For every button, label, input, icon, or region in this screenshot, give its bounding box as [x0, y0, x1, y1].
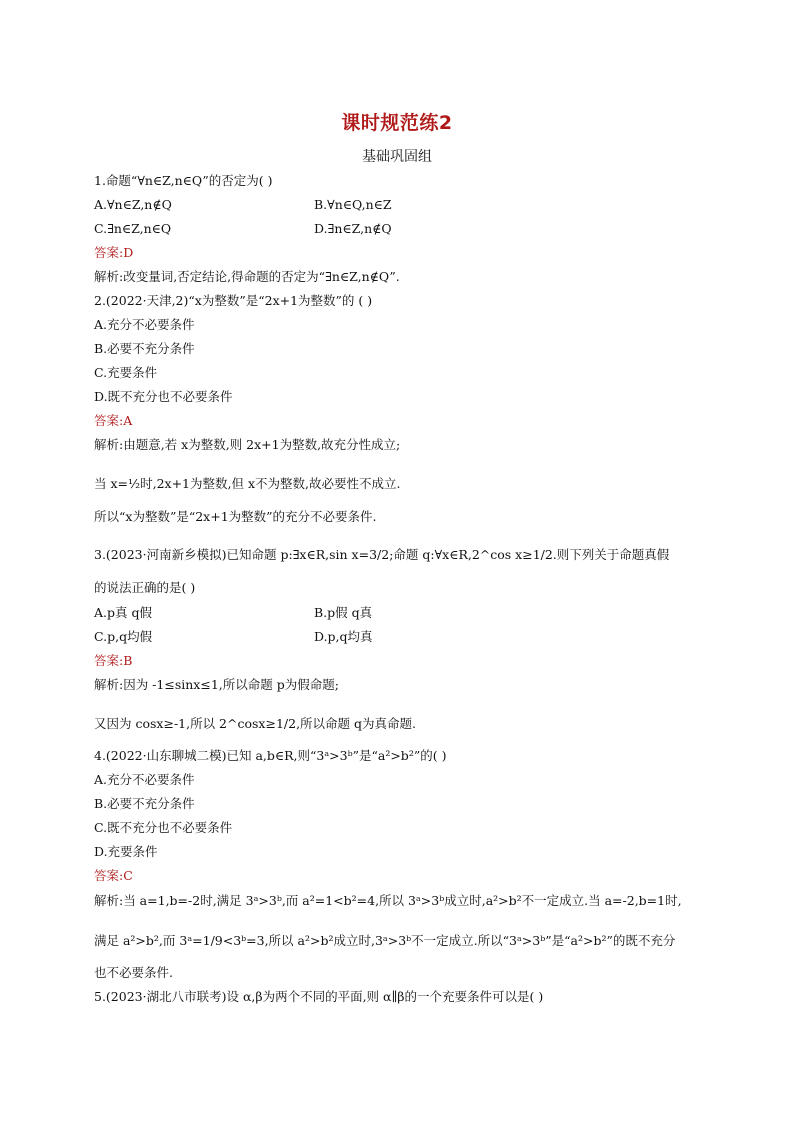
q3-stem-line2: 的说法正确的是( ): [94, 580, 196, 595]
q1-options-row2: [94, 221, 392, 237]
q2-option-c: C.充要条件: [94, 365, 158, 380]
q3-option-a: A.p真 q假: [94, 605, 152, 620]
page-title: 课时规范练2: [341, 112, 453, 134]
q2-stem: 2.(2022·天津,2)“x为整数”是“2x+1为整数”的 ( ): [94, 293, 373, 308]
q1-options-row1: [94, 197, 392, 213]
q2-answer: 答案:A: [94, 413, 133, 428]
q4-option-a: A.充分不必要条件: [94, 772, 195, 787]
q4-analysis-line2: 满足 a²>b²,而 3ᵃ=1/9<3ᵇ=3,所以 a²>b²成立时,3ᵃ>3ᵇ不一定成立.所以“3ᵃ>3ᵇ”是“a²>b²”的既不充分: [94, 933, 676, 948]
q3-analysis-line2: 又因为 cosx≥-1,所以 2^cosx≥1/2,所以命题 q为真命题.: [94, 716, 416, 731]
q4-analysis-line3: 也不必要条件.: [94, 965, 173, 980]
q2-analysis-line2: 当 x=½时,2x+1为整数,但 x不为整数,故必要性不成立.: [94, 476, 401, 491]
q3-options-row2: [94, 629, 373, 645]
q4-option-c: C.既不充分也不必要条件: [94, 820, 233, 835]
q4-option-d: D.充要条件: [94, 844, 158, 859]
q3-options-row1: [94, 605, 373, 621]
q1-analysis: 解析:改变量词,否定结论,得命题的否定为“∃n∈Z,n∉Q”.: [94, 269, 400, 284]
q4-stem: 4.(2022·山东聊城二模)已知 a,b∈R,则“3ᵃ>3ᵇ”是“a²>b²”的( ): [94, 748, 447, 763]
q2-option-b: B.必要不充分条件: [94, 341, 195, 356]
q2-option-d: D.既不充分也不必要条件: [94, 389, 233, 404]
q4-analysis-line1: 解析:当 a=1,b=-2时,满足 3ᵃ>3ᵇ,而 a²=1<b²=4,所以 3ᵃ>3ᵇ成立时,a²>b²不一定成立.当 a=-2,b=1时,: [94, 893, 682, 908]
q1-option-a: A.∀n∈Z,n∉Q: [94, 197, 172, 212]
q3-answer: 答案:B: [94, 653, 133, 668]
section-subtitle: 基础巩固组: [362, 149, 432, 165]
q5-stem: 5.(2023·湖北八市联考)设 α,β为两个不同的平面,则 α∥β的一个充要条件可以是( ): [94, 989, 544, 1004]
q1-option-b: B.∀n∈Q,n∈Z: [314, 197, 392, 212]
q3-analysis-line1: 解析:因为 -1≤sinx≤1,所以命题 p为假命题;: [94, 677, 339, 692]
q3-option-c: C.p,q均假: [94, 629, 153, 644]
q2-option-a: A.充分不必要条件: [94, 317, 195, 332]
q2-analysis-line3: 所以“x为整数”是“2x+1为整数”的充分不必要条件.: [94, 509, 377, 524]
q1-option-c: C.∃n∈Z,n∈Q: [94, 221, 172, 236]
q1-option-d: D.∃n∈Z,n∉Q: [314, 221, 392, 236]
q3-stem-line1: 3.(2023·河南新乡模拟)已知命题 p:∃x∈R,sin x=3/2;命题 q:∀x∈R,2^cos x≥1/2.则下列关于命题真假: [94, 547, 670, 562]
q3-option-d: D.p,q均真: [314, 629, 373, 644]
q1-stem: 1.命题“∀n∈Z,n∈Q”的否定为( ): [94, 173, 273, 188]
q1-answer: 答案:D: [94, 245, 134, 260]
q4-answer: 答案:C: [94, 868, 133, 883]
q2-analysis-line1: 解析:由题意,若 x为整数,则 2x+1为整数,故充分性成立;: [94, 437, 401, 452]
q3-option-b: B.p假 q真: [314, 605, 373, 620]
q4-option-b: B.必要不充分条件: [94, 796, 195, 811]
